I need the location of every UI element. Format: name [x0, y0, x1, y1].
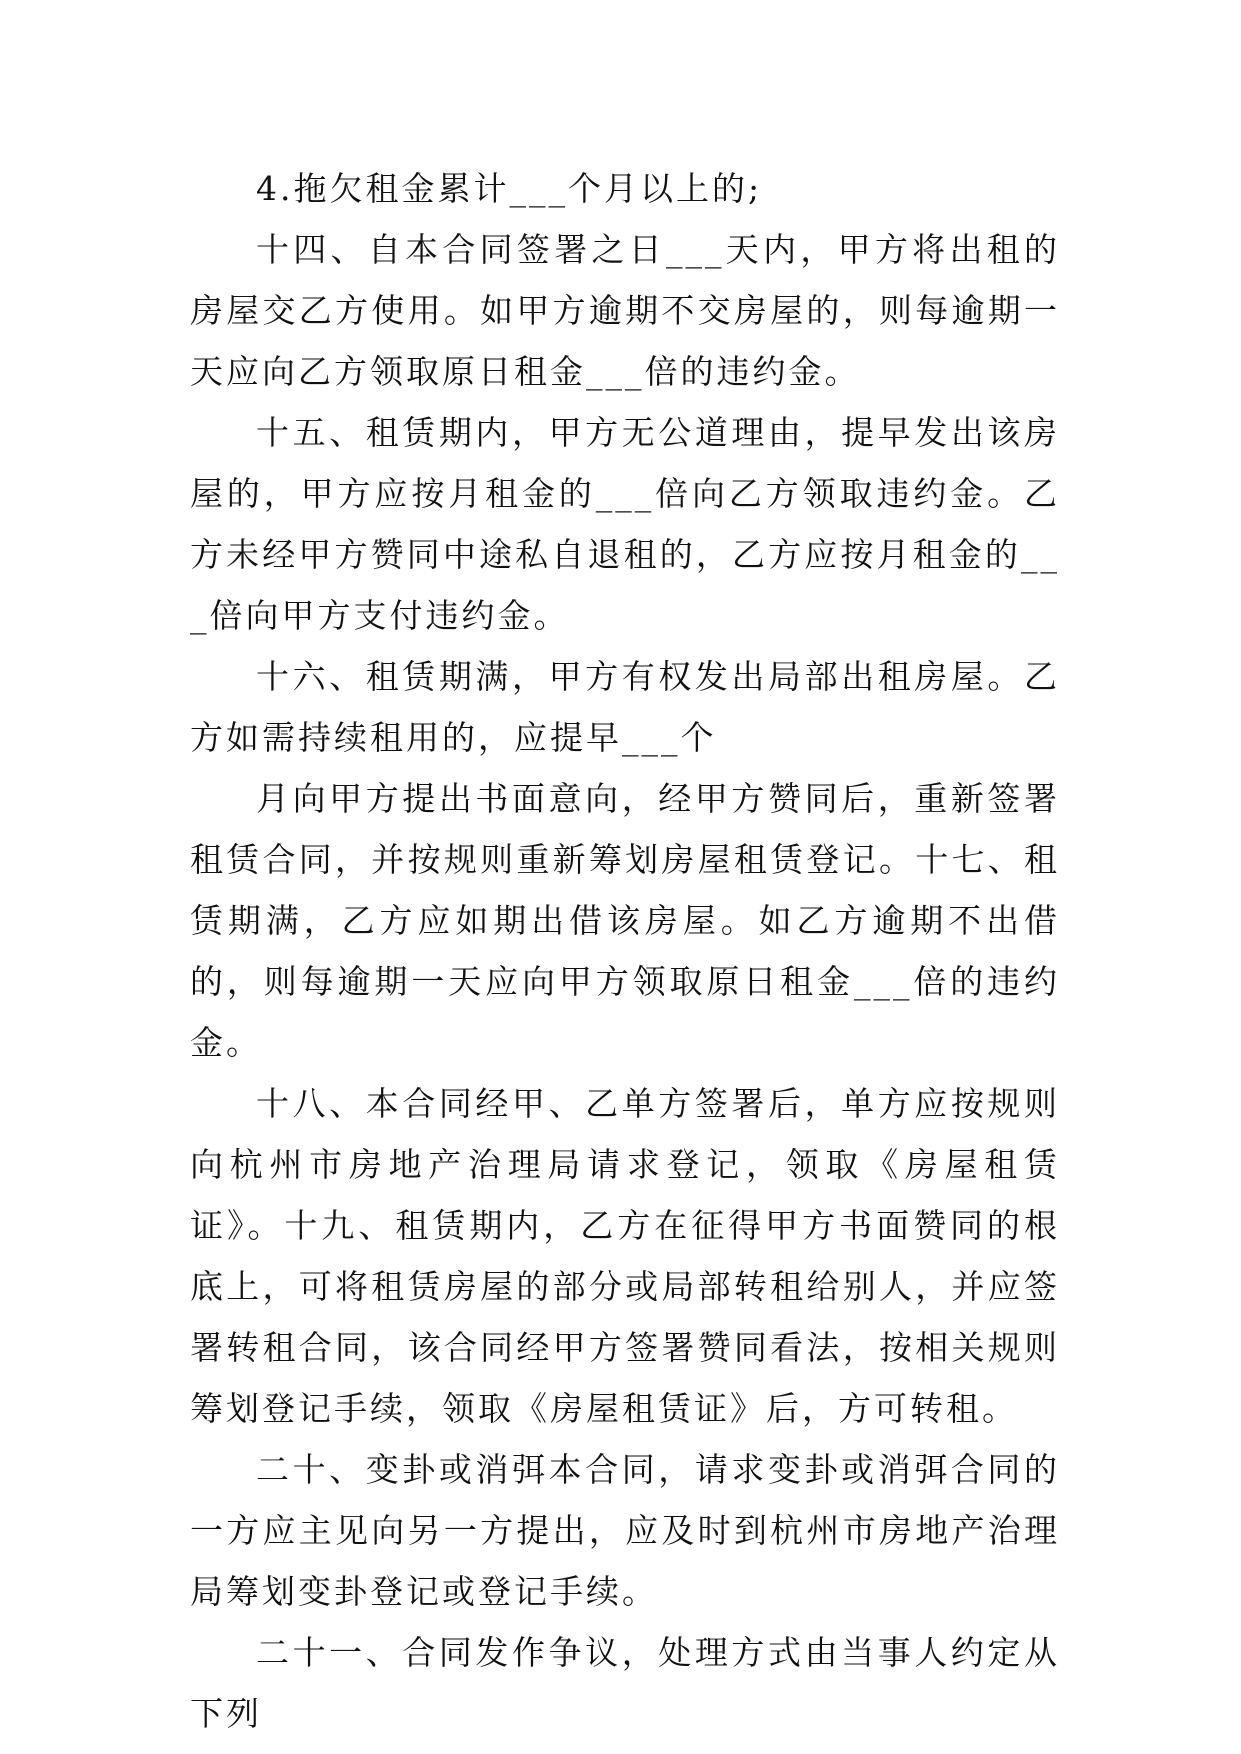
paragraph-clause-21: 二十一、合同发作争议，处理方式由当事人约定从下列 — [190, 1633, 1060, 1733]
paragraph-clause-16-continued: 月向甲方提出书面意向，经甲方赞同后，重新签署租赁合同，并按规则重新筹划房屋租赁登记。十七、租赁期满，乙方应如期出借该房屋。如乙方逾期不出借的，则每逾期一天应向甲方领取原日租金___倍的违约金。 — [190, 779, 1060, 1062]
paragraph-clause-15: 十五、租赁期内，甲方无公道理由，提早发出该房屋的，甲方应按月租金的___倍向乙方领取违约金。乙方未经甲方赞同中途私自退租的，乙方应按月租金的___倍向甲方支付违约金。 — [190, 413, 1060, 635]
paragraph-clause-18-19: 十八、本合同经甲、乙单方签署后，单方应按规则向杭州市房地产治理局请求登记，领取《房屋租赁证》。十九、租赁期内，乙方在征得甲方书面赞同的根底上，可将租赁房屋的部分或局部转租给别人，并应签署转租合同，该合同经甲方签署赞同看法，按相关规则筹划登记手续，领取《房屋租赁证》后，方可转租。 — [190, 1084, 1060, 1428]
paragraph-clause-4: 4.拖欠租金累计___个月以上的; — [256, 169, 763, 208]
document-body — [190, 158, 1060, 1744]
paragraph-clause-20: 二十、变卦或消弭本合同，请求变卦或消弭合同的一方应主见向另一方提出，应及时到杭州市房地产治理局筹划变卦登记或登记手续。 — [190, 1450, 1060, 1611]
paragraph-clause-14: 十四、自本合同签署之日___天内，甲方将出租的房屋交乙方使用。如甲方逾期不交房屋的，则每逾期一天应向乙方领取原日租金___倍的违约金。 — [190, 230, 1060, 391]
paragraph-clause-16: 十六、租赁期满，甲方有权发出局部出租房屋。乙方如需持续租用的，应提早___个 — [190, 657, 1060, 757]
